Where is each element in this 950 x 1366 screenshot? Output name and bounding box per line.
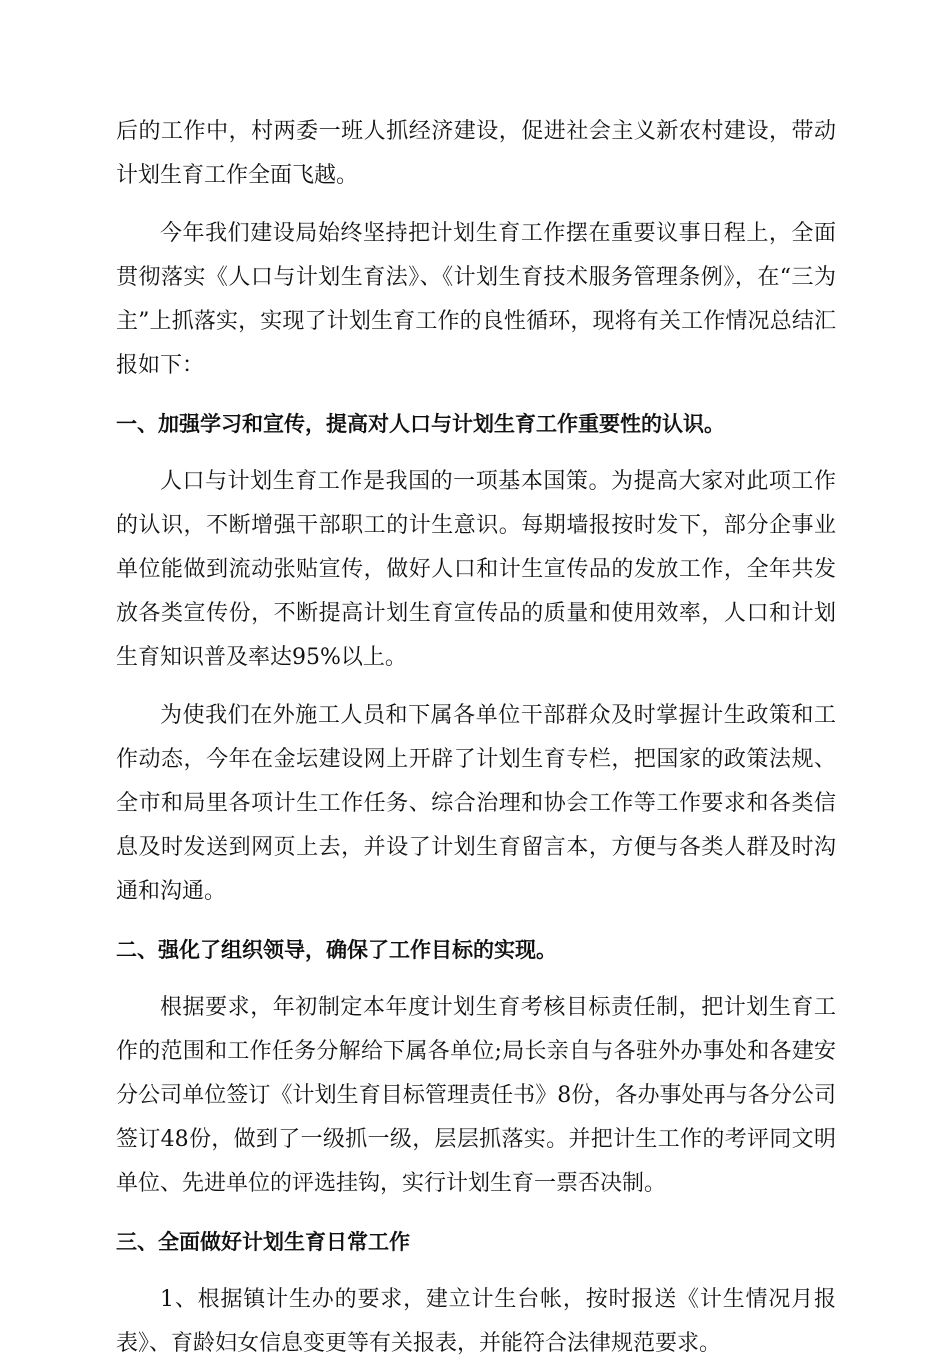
paragraph-publicity: 人口与计划生育工作是我国的一项基本国策。为提高大家对此项工作的认识，不断增强干部职工的计生意识。每期墙报按时发下，部分企事业单位能做到流动张贴宣传，做好人口和计生宣传品的发放工作，全年共发放各类宣传份，不断提高计划生育宣传品的质量和使用效率，人口和计划生育知识普及率达95%以上。 [116, 469, 836, 670]
paragraph-website: 为使我们在外施工人员和下属各单位干部群众及时掌握计生政策和工作动态，今年在金坛建设网上开辟了计划生育专栏，把国家的政策法规、全市和局里各项计生工作任务、综合治理和协会工作等工作要求和各类信息及时发送到网页上去，并设了计划生育留言本，方便与各类人群及时沟通和沟通。 [116, 703, 836, 904]
section-heading-1: 一、加强学习和宣传，提高对人口与计划生育工作重要性的认识。 [116, 412, 725, 436]
paragraph-intro: 今年我们建设局始终坚持把计划生育工作摆在重要议事日程上，全面贯彻落实《人口与计划生育法》、《计划生育技术服务管理条例》，在“三为主”上抓落实，实现了计划生育工作的良性循环，现将有关工作情况总结汇报如下： [116, 221, 836, 378]
paragraph-responsibility: 根据要求，年初制定本年度计划生育考核目标责任制，把计划生育工作的范围和工作任务分解给下属各单位;局长亲自与各驻外办事处和各建安分公司单位签订《计划生育目标管理责任书》8份，各办事处再与各分公司签订48份，做到了一级抓一级，层层抓落实。并把计生工作的考评同文明单位、先进单位的评选挂钩，实行计划生育一票否决制。 [116, 995, 836, 1196]
paragraph-ledger: 1、根据镇计生办的要求，建立计生台帐，按时报送《计生情况月报表》、育龄妇女信息变更等有关报表，并能符合法律规范要求。 [116, 1287, 836, 1356]
paragraph-continuation: 后的工作中，村两委一班人抓经济建设，促进社会主义新农村建设，带动计划生育工作全面飞越。 [116, 119, 836, 188]
section-heading-3: 三、全面做好计划生育日常工作 [116, 1230, 410, 1254]
document-body [116, 110, 836, 1366]
section-heading-2: 二、强化了组织领导，确保了工作目标的实现。 [116, 938, 557, 962]
